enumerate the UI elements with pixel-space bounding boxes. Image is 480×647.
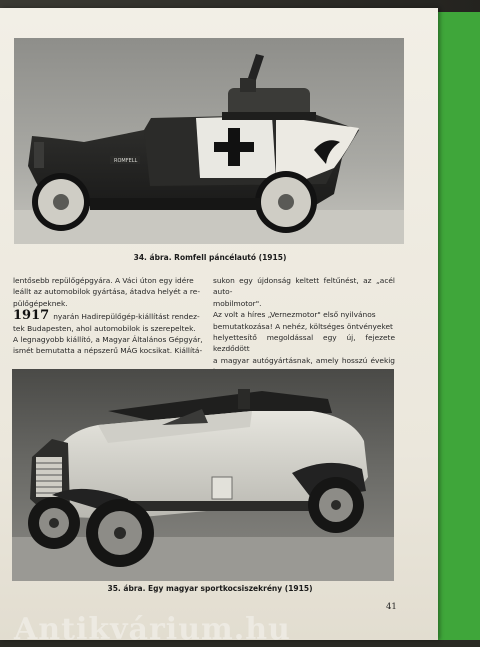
svg-text:ROMFELL: ROMFELL [114, 158, 138, 164]
text-line: Az volt a híres „Vernezmotor" első nyilvános [213, 310, 376, 320]
text-line: a magyar autógyártásnak, amely hosszú évekig [213, 355, 395, 365]
text-line: helyettesítő megoldással egy új, fejezete kezdődött [213, 333, 395, 354]
text-line: sukon egy újdonság keltett feltűnést, az „acél auto- [213, 276, 395, 297]
text-line: leállt az automobilok gyártása, átadva helyét a re- [13, 287, 200, 297]
page-number: 41 [386, 602, 397, 612]
book-page [0, 8, 438, 640]
year-heading-line [13, 309, 206, 322]
text-line: mobilmotor". [213, 298, 262, 308]
figure-34-caption: 34. ábra. Romfell páncélautó (1915) [133, 253, 287, 262]
text-line: nyarán Hadirepülőgép-kiállítást rendez- [53, 312, 200, 322]
watermark-text: Antikvárium.hu [14, 612, 291, 647]
text-column-left [13, 275, 206, 357]
text-line: ismét bemutatta a népszerű MÁG kocsikat. Kiállítá- [13, 346, 203, 356]
armored-car-photo [14, 38, 404, 244]
text-line: A legnagyobb kiállító, a Magyar Általános Gépgyár, [13, 335, 203, 345]
figure-35-caption: 35. ábra. Egy magyar sportkocsiszekrény (1915) [107, 584, 313, 593]
text-line: bemutatkozása! A nehéz, költséges öntvényeket [213, 321, 393, 331]
text-line: lentősebb repülőgépgyára. A Váci úton egy idére [13, 276, 194, 285]
text-line: tek Budapesten, ahol automobilok is szerepeltek. [13, 323, 196, 333]
text-line: pülőgépeknek. [13, 298, 68, 308]
year-heading: 1917 [13, 308, 50, 324]
sports-car-photo [12, 369, 394, 581]
